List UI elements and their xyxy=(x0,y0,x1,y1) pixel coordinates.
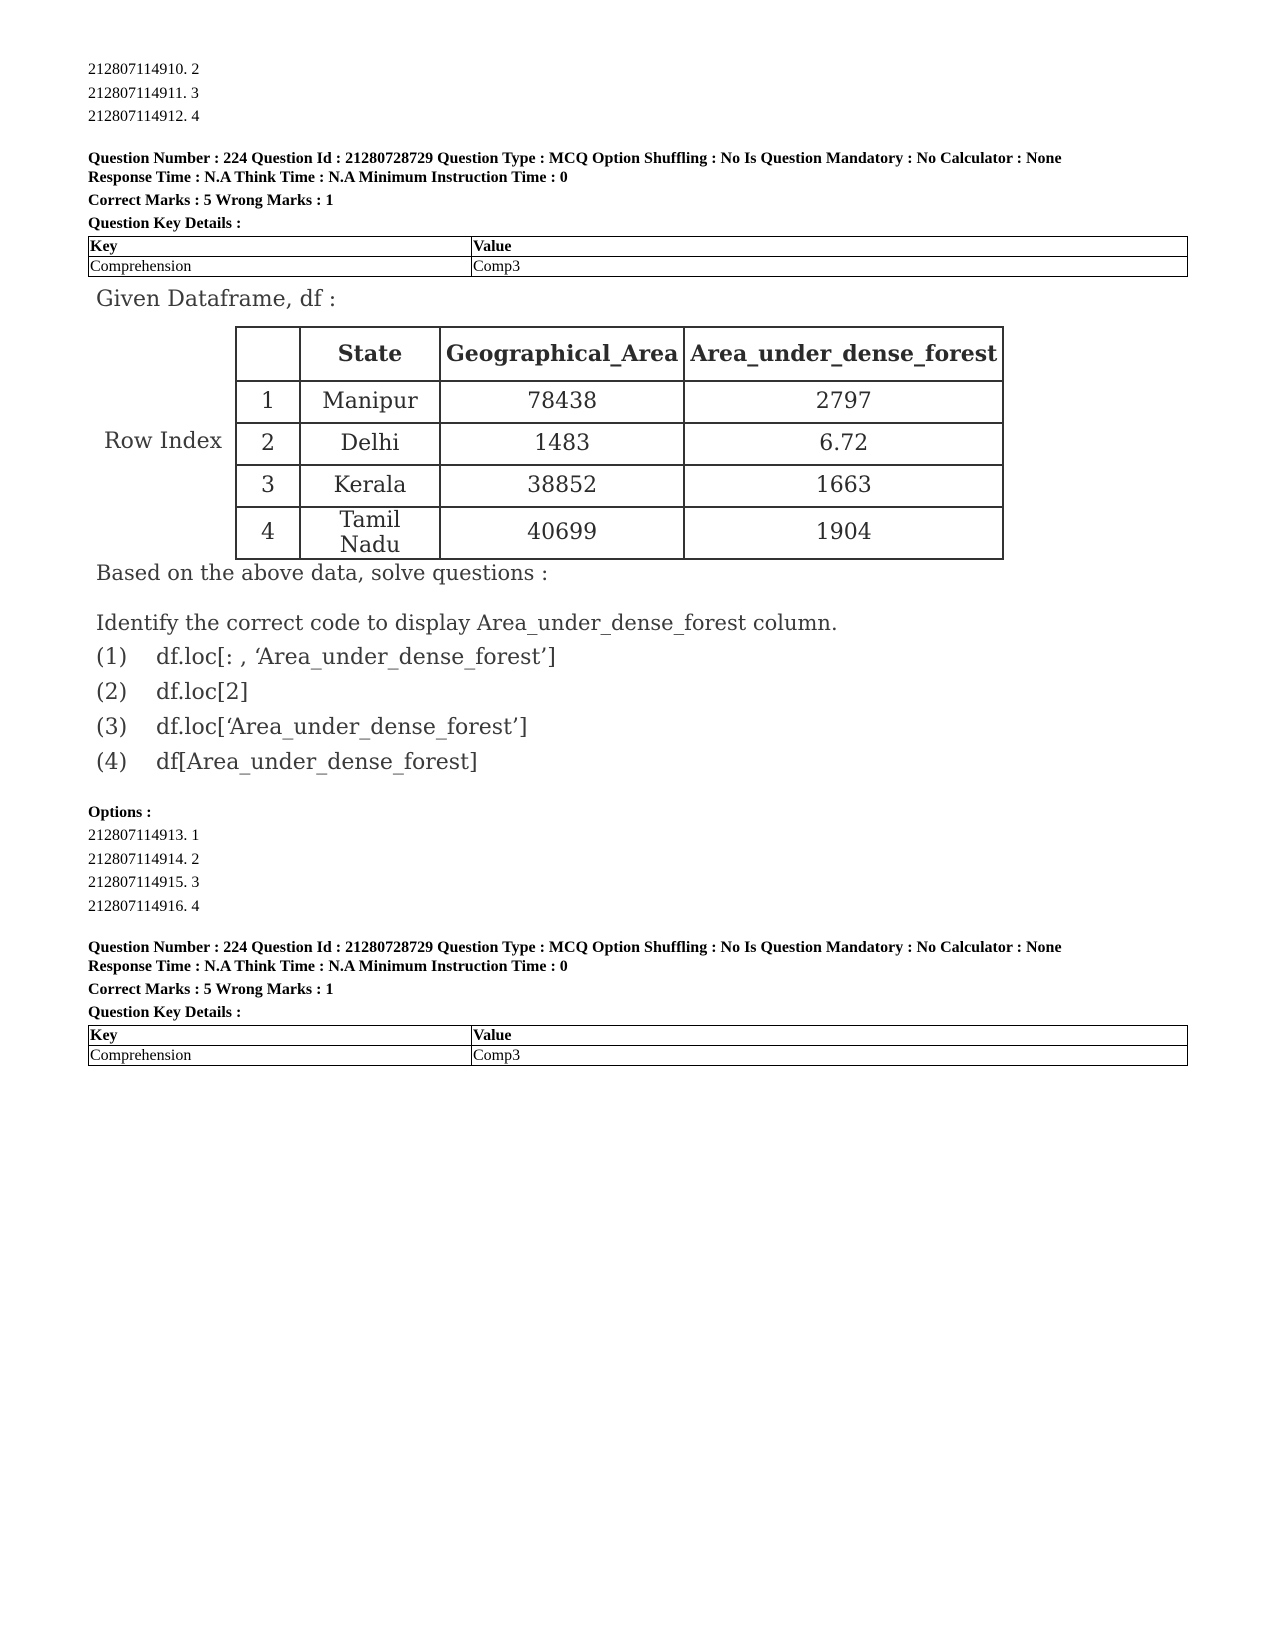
answer-choice xyxy=(96,645,556,670)
dataframe-header-cell: Area_under_dense_forest xyxy=(684,327,1003,381)
dataframe-row xyxy=(236,423,1003,465)
answer-choice-number: (3) xyxy=(96,714,128,740)
answer-choice-text: df[Area_under_dense_forest] xyxy=(156,749,478,775)
dataframe-cell: 2 xyxy=(236,423,300,465)
document-page xyxy=(88,58,1188,1066)
row-index-label: Row Index xyxy=(104,428,223,454)
answer-choice-text: df.loc[2] xyxy=(156,679,249,705)
table-cell-key: Comprehension xyxy=(89,1046,472,1066)
key-value-table xyxy=(88,236,1188,277)
based-on-text: Based on the above data, solve questions : xyxy=(96,560,549,585)
table-row xyxy=(89,256,1188,276)
answer-choice-text: df.loc[‘Area_under_dense_forest’] xyxy=(156,714,528,740)
dataframe-header-cell: Geographical_Area xyxy=(440,327,684,381)
table-header-key: Key xyxy=(89,1026,472,1046)
question-key-details-label: Question Key Details : xyxy=(88,214,242,232)
dataframe-row xyxy=(236,381,1003,423)
table-header-value: Value xyxy=(472,236,1188,256)
option-line: 212807114910. 2 xyxy=(88,61,200,78)
table-cell-value: Comp3 xyxy=(472,1046,1188,1066)
question-header-line2: Response Time : N.A Think Time : N.A Minimum Instruction Time : 0 xyxy=(88,168,568,186)
options-label: Options : xyxy=(88,803,152,821)
option-line: 212807114912. 4 xyxy=(88,108,200,125)
option-line: 212807114916. 4 xyxy=(88,897,200,915)
dataframe-cell: 78438 xyxy=(440,381,684,423)
question-image xyxy=(88,281,1188,801)
option-line: 212807114913. 1 xyxy=(88,827,200,844)
table-header-key: Key xyxy=(89,236,472,256)
answer-choice-number: (2) xyxy=(96,679,128,705)
dataframe-header-cell: State xyxy=(300,327,440,381)
question-header-line1: Question Number : 224 Question Id : 21280728729 Question Type : MCQ Option Shuffling : No Is Question Mandatory : No Calculator : None xyxy=(88,149,1062,167)
key-value-table xyxy=(88,1025,1188,1066)
dataframe-cell: Tamil Nadu xyxy=(300,507,440,559)
answer-choice-number: (1) xyxy=(96,644,128,670)
answer-choice xyxy=(96,750,478,775)
option-line: 212807114914. 2 xyxy=(88,850,200,868)
dataframe-cell: Delhi xyxy=(300,423,440,465)
dataframe-cell: Manipur xyxy=(300,381,440,423)
question-text: Identify the correct code to display Area_under_dense_forest column. xyxy=(96,610,838,635)
option-line: 212807114915. 3 xyxy=(88,874,200,891)
question-block-1 xyxy=(88,149,1188,919)
dataframe-row xyxy=(236,507,1003,559)
table-header-row xyxy=(89,236,1188,256)
options-list xyxy=(88,824,1188,918)
answer-choice-number: (4) xyxy=(96,749,128,775)
answer-choice xyxy=(96,715,528,740)
dataframe-header-row xyxy=(236,327,1003,381)
answer-choice-text: df.loc[: , ‘Area_under_dense_forest’] xyxy=(156,644,556,670)
dataframe-cell: 38852 xyxy=(440,465,684,507)
dataframe-cell: Kerala xyxy=(300,465,440,507)
table-row xyxy=(89,1046,1188,1066)
dataframe-table xyxy=(235,326,1004,560)
dataframe-cell: 1 xyxy=(236,381,300,423)
dataframe-cell: 40699 xyxy=(440,507,684,559)
option-line: 212807114911. 3 xyxy=(88,84,199,102)
dataframe-cell: 4 xyxy=(236,507,300,559)
table-header-value: Value xyxy=(472,1026,1188,1046)
dataframe-cell: 1904 xyxy=(684,507,1003,559)
table-header-row xyxy=(89,1026,1188,1046)
dataframe-row xyxy=(236,465,1003,507)
dataframe-cell: 1483 xyxy=(440,423,684,465)
table-cell-key: Comprehension xyxy=(89,256,472,276)
dataframe-cell: 1663 xyxy=(684,465,1003,507)
dataframe-cell: 3 xyxy=(236,465,300,507)
question-header-line1: Question Number : 224 Question Id : 21280728729 Question Type : MCQ Option Shuffling : No Is Question Mandatory : No Calculator : None xyxy=(88,939,1062,956)
question-header-line2: Response Time : N.A Think Time : N.A Minimum Instruction Time : 0 xyxy=(88,958,568,975)
question-block-2 xyxy=(88,938,1188,1066)
question-marks: Correct Marks : 5 Wrong Marks : 1 xyxy=(88,191,334,209)
dataframe-cell: 2797 xyxy=(684,381,1003,423)
question-key-details-label: Question Key Details : xyxy=(88,1004,242,1021)
dataframe-caption: Given Dataframe, df : xyxy=(96,286,337,312)
answer-choice xyxy=(96,680,248,705)
dataframe-cell: 6.72 xyxy=(684,423,1003,465)
dataframe-header-cell xyxy=(236,327,300,381)
table-cell-value: Comp3 xyxy=(472,256,1188,276)
previous-options-list xyxy=(88,58,1188,129)
question-marks: Correct Marks : 5 Wrong Marks : 1 xyxy=(88,981,334,998)
